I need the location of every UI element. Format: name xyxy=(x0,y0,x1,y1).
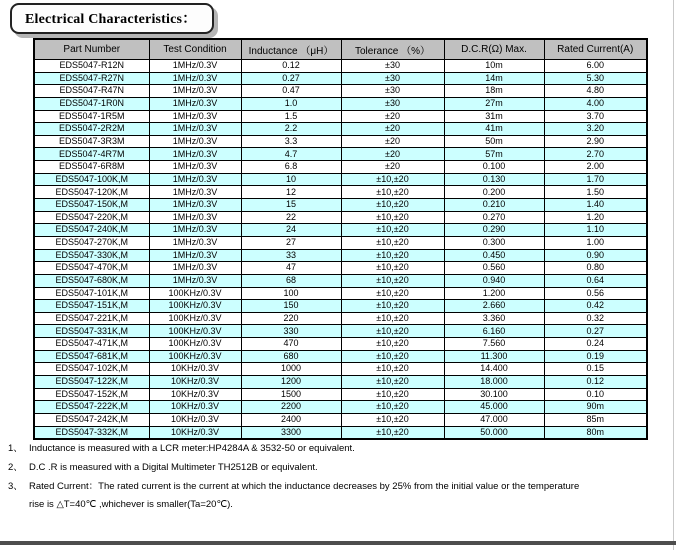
table-cell: 18.000 xyxy=(444,376,544,389)
table-cell: 41m xyxy=(444,123,544,136)
table-cell: 680 xyxy=(241,350,341,363)
table-cell: EDS5047-680K,M xyxy=(34,274,149,287)
table-cell: 100 xyxy=(241,287,341,300)
table-cell: 1MHz/0.3V xyxy=(149,262,241,275)
table-cell: 1.200 xyxy=(444,287,544,300)
table-cell: 3.70 xyxy=(544,110,647,123)
table-cell: 1MHz/0.3V xyxy=(149,249,241,262)
table-cell: 22 xyxy=(241,211,341,224)
table-cell: EDS5047-150K,M xyxy=(34,199,149,212)
footnote-3 xyxy=(8,481,668,511)
table-cell: ±10,±20 xyxy=(341,363,444,376)
table-cell: ±10,±20 xyxy=(341,300,444,313)
table-row xyxy=(34,350,647,363)
footnote-text: D.C .R is measured with a Digital Multimeter TH2512B or equivalent. xyxy=(29,461,318,473)
table-cell: 1MHz/0.3V xyxy=(149,60,241,73)
column-header: Part Number xyxy=(34,39,149,60)
table-cell: 18m xyxy=(444,85,544,98)
table-cell: EDS5047-270K,M xyxy=(34,236,149,249)
table-cell: 1MHz/0.3V xyxy=(149,173,241,186)
table-cell: 0.12 xyxy=(544,376,647,389)
footnote-marker: 2、 xyxy=(8,461,23,473)
table-cell: 50m xyxy=(444,135,544,148)
table-cell: 0.210 xyxy=(444,199,544,212)
table-cell: 2200 xyxy=(241,401,341,414)
table-cell: 1MHz/0.3V xyxy=(149,148,241,161)
table-cell: 2.70 xyxy=(544,148,647,161)
table-row xyxy=(34,426,647,439)
table-cell: EDS5047-152K,M xyxy=(34,388,149,401)
table-cell: 10KHz/0.3V xyxy=(149,363,241,376)
table-cell: 2.90 xyxy=(544,135,647,148)
table-cell: 33 xyxy=(241,249,341,262)
table-cell: 1.50 xyxy=(544,186,647,199)
table-row xyxy=(34,262,647,275)
table-cell: ±30 xyxy=(341,85,444,98)
table-row xyxy=(34,135,647,148)
table-cell: 10 xyxy=(241,173,341,186)
table-cell: 0.270 xyxy=(444,211,544,224)
table-cell: 1.5 xyxy=(241,110,341,123)
table-cell: 1MHz/0.3V xyxy=(149,123,241,136)
table-cell: ±20 xyxy=(341,135,444,148)
table-cell: EDS5047-222K,M xyxy=(34,401,149,414)
table-cell: EDS5047-242K,M xyxy=(34,413,149,426)
table-cell: 6.00 xyxy=(544,60,647,73)
table-cell: 68 xyxy=(241,274,341,287)
table-row xyxy=(34,274,647,287)
table-cell: ±10,±20 xyxy=(341,338,444,351)
table-cell: 1MHz/0.3V xyxy=(149,186,241,199)
table-cell: EDS5047-221K,M xyxy=(34,312,149,325)
table-cell: 30.100 xyxy=(444,388,544,401)
table-cell: 1200 xyxy=(241,376,341,389)
table-cell: 10KHz/0.3V xyxy=(149,401,241,414)
table-cell: 10KHz/0.3V xyxy=(149,413,241,426)
table-cell: 0.940 xyxy=(444,274,544,287)
table-cell: ±10,±20 xyxy=(341,224,444,237)
footnote-text xyxy=(29,481,668,511)
table-cell: 1MHz/0.3V xyxy=(149,85,241,98)
table-cell: 220 xyxy=(241,312,341,325)
table-cell: 0.130 xyxy=(444,173,544,186)
table-row xyxy=(34,211,647,224)
table-cell: 3300 xyxy=(241,426,341,439)
table-cell: EDS5047-100K,M xyxy=(34,173,149,186)
footnote-marker: 1、 xyxy=(8,443,23,454)
table-cell: 1MHz/0.3V xyxy=(149,224,241,237)
column-header: Tolerance （%） xyxy=(341,39,444,60)
table-cell: ±10,±20 xyxy=(341,262,444,275)
table-cell: 4.00 xyxy=(544,97,647,110)
table-cell: 1MHz/0.3V xyxy=(149,97,241,110)
table-cell: EDS5047-R12N xyxy=(34,60,149,73)
table-cell: 0.32 xyxy=(544,312,647,325)
table-row xyxy=(34,300,647,313)
table-cell: 6.8 xyxy=(241,161,341,174)
table-cell: 85m xyxy=(544,413,647,426)
column-header: D.C.R(Ω) Max. xyxy=(444,39,544,60)
table-cell: ±10,±20 xyxy=(341,186,444,199)
table-cell: 14m xyxy=(444,72,544,85)
table-row xyxy=(34,249,647,262)
table-cell: 470 xyxy=(241,338,341,351)
table-row xyxy=(34,123,647,136)
table-cell: EDS5047-471K,M xyxy=(34,338,149,351)
table-cell: 0.19 xyxy=(544,350,647,363)
table-row xyxy=(34,186,647,199)
table-cell: EDS5047-151K,M xyxy=(34,300,149,313)
table-cell: 0.12 xyxy=(241,60,341,73)
table-row xyxy=(34,363,647,376)
table-cell: ±10,±20 xyxy=(341,199,444,212)
footnote-2 xyxy=(8,462,668,473)
table-cell: 0.10 xyxy=(544,388,647,401)
table-cell: 1.40 xyxy=(544,199,647,212)
electrical-characteristics-table xyxy=(33,38,648,440)
table-cell: EDS5047-1R5M xyxy=(34,110,149,123)
table-cell: 1.00 xyxy=(544,236,647,249)
table-cell: 6.160 xyxy=(444,325,544,338)
table-row xyxy=(34,236,647,249)
table-row xyxy=(34,401,647,414)
table-cell: 100KHz/0.3V xyxy=(149,325,241,338)
table-row xyxy=(34,173,647,186)
table-cell: 10KHz/0.3V xyxy=(149,376,241,389)
table-cell: 100KHz/0.3V xyxy=(149,300,241,313)
table-row xyxy=(34,413,647,426)
table-cell: 2400 xyxy=(241,413,341,426)
page-right-edge-line xyxy=(673,0,674,550)
table-cell: 31m xyxy=(444,110,544,123)
table-cell: ±10,±20 xyxy=(341,401,444,414)
table-cell: 1500 xyxy=(241,388,341,401)
table-cell: ±10,±20 xyxy=(341,249,444,262)
table-cell: 11.300 xyxy=(444,350,544,363)
footnote-1 xyxy=(8,443,668,454)
table-cell: EDS5047-120K,M xyxy=(34,186,149,199)
table-cell: 0.56 xyxy=(544,287,647,300)
table-cell: 0.47 xyxy=(241,85,341,98)
table-row xyxy=(34,72,647,85)
table-cell: 14.400 xyxy=(444,363,544,376)
table-cell: ±10,±20 xyxy=(341,236,444,249)
table-cell: ±10,±20 xyxy=(341,274,444,287)
table-cell: ±20 xyxy=(341,161,444,174)
table-cell: ±10,±20 xyxy=(341,312,444,325)
table-cell: EDS5047-332K,M xyxy=(34,426,149,439)
table-cell: 10m xyxy=(444,60,544,73)
table-cell: EDS5047-6R8M xyxy=(34,161,149,174)
table-cell: 0.90 xyxy=(544,249,647,262)
footnote-text-line2: rise is △T=40℃ ,whichever is smaller(Ta=20℃). xyxy=(29,499,233,511)
table-cell: 1.10 xyxy=(544,224,647,237)
table-row xyxy=(34,376,647,389)
table-cell: 150 xyxy=(241,300,341,313)
table-row xyxy=(34,224,647,237)
table-cell: 4.80 xyxy=(544,85,647,98)
table-cell: 0.64 xyxy=(544,274,647,287)
table-row xyxy=(34,199,647,212)
table-cell: 1MHz/0.3V xyxy=(149,274,241,287)
table-row xyxy=(34,338,647,351)
table-cell: 0.24 xyxy=(544,338,647,351)
table-cell: 1000 xyxy=(241,363,341,376)
footnote-text-line1: Rated Current：The rated current is the current at which the inductance decreases by 25% from the initial value or the temperature xyxy=(29,480,580,492)
table-cell: 12 xyxy=(241,186,341,199)
table-cell: EDS5047-122K,M xyxy=(34,376,149,389)
table-cell: 80m xyxy=(544,426,647,439)
table-cell: 2.00 xyxy=(544,161,647,174)
table-cell: ±20 xyxy=(341,123,444,136)
table-cell: 100KHz/0.3V xyxy=(149,312,241,325)
table-cell: EDS5047-240K,M xyxy=(34,224,149,237)
table-cell: 1MHz/0.3V xyxy=(149,161,241,174)
table-cell: EDS5047-102K,M xyxy=(34,363,149,376)
table-cell: 0.450 xyxy=(444,249,544,262)
table-cell: 24 xyxy=(241,224,341,237)
column-header: Inductance （μH） xyxy=(241,39,341,60)
table-row xyxy=(34,85,647,98)
footnote-marker: 3、 xyxy=(8,480,23,492)
table-row xyxy=(34,60,647,73)
table-cell: 100KHz/0.3V xyxy=(149,338,241,351)
footnote-text: Inductance is measured with a LCR meter:HP4284A & 3532-50 or equivalent. xyxy=(29,443,355,454)
table-cell: 3.20 xyxy=(544,123,647,136)
table-cell: 1MHz/0.3V xyxy=(149,135,241,148)
table-cell: 47.000 xyxy=(444,413,544,426)
table-cell: ±30 xyxy=(341,72,444,85)
table-cell: ±10,±20 xyxy=(341,211,444,224)
table-cell: ±10,±20 xyxy=(341,287,444,300)
table-cell: EDS5047-R47N xyxy=(34,85,149,98)
table-cell: 0.15 xyxy=(544,363,647,376)
table-cell: 2.660 xyxy=(444,300,544,313)
table-cell: 50.000 xyxy=(444,426,544,439)
table-cell: EDS5047-331K,M xyxy=(34,325,149,338)
table-cell: EDS5047-101K,M xyxy=(34,287,149,300)
table-row xyxy=(34,110,647,123)
table-row xyxy=(34,312,647,325)
table-row xyxy=(34,148,647,161)
table-cell: ±10,±20 xyxy=(341,376,444,389)
column-header: Test Condition xyxy=(149,39,241,60)
table-cell: 0.560 xyxy=(444,262,544,275)
table-row xyxy=(34,325,647,338)
table-cell: EDS5047-4R7M xyxy=(34,148,149,161)
table-cell: 3.3 xyxy=(241,135,341,148)
table-cell: 90m xyxy=(544,401,647,414)
table-cell: ±20 xyxy=(341,148,444,161)
table-cell: ±10,±20 xyxy=(341,388,444,401)
header-row xyxy=(34,39,647,60)
table-cell: 100KHz/0.3V xyxy=(149,350,241,363)
table-cell: ±10,±20 xyxy=(341,173,444,186)
table-cell: 1MHz/0.3V xyxy=(149,211,241,224)
table-cell: ±30 xyxy=(341,60,444,73)
table-cell: ±10,±20 xyxy=(341,426,444,439)
table-cell: 45.000 xyxy=(444,401,544,414)
table-cell: 4.7 xyxy=(241,148,341,161)
table-cell: ±10,±20 xyxy=(341,413,444,426)
table-cell: 0.42 xyxy=(544,300,647,313)
table-cell: 27m xyxy=(444,97,544,110)
table-body xyxy=(34,60,647,440)
table-cell: ±20 xyxy=(341,110,444,123)
table-cell: 0.300 xyxy=(444,236,544,249)
table-cell: 0.100 xyxy=(444,161,544,174)
table-cell: 10KHz/0.3V xyxy=(149,388,241,401)
table-row xyxy=(34,388,647,401)
table-cell: 7.560 xyxy=(444,338,544,351)
table-cell: 0.27 xyxy=(241,72,341,85)
table-row xyxy=(34,287,647,300)
table-cell: 1MHz/0.3V xyxy=(149,199,241,212)
table-cell: 10KHz/0.3V xyxy=(149,426,241,439)
table-row xyxy=(34,97,647,110)
table-cell: 15 xyxy=(241,199,341,212)
table-cell: 57m xyxy=(444,148,544,161)
page-bottom-bar xyxy=(0,541,676,545)
table-cell: 0.290 xyxy=(444,224,544,237)
footnotes xyxy=(8,443,668,518)
table-cell: 47 xyxy=(241,262,341,275)
table-cell: ±10,±20 xyxy=(341,350,444,363)
table-cell: EDS5047-330K,M xyxy=(34,249,149,262)
table-cell: EDS5047-220K,M xyxy=(34,211,149,224)
table-cell: 1.20 xyxy=(544,211,647,224)
table-cell: 0.27 xyxy=(544,325,647,338)
table-cell: 330 xyxy=(241,325,341,338)
page-title xyxy=(10,3,214,34)
table-cell: 1MHz/0.3V xyxy=(149,236,241,249)
table-cell: EDS5047-3R3M xyxy=(34,135,149,148)
table-cell: ±30 xyxy=(341,97,444,110)
table-cell: 100KHz/0.3V xyxy=(149,287,241,300)
table-row xyxy=(34,161,647,174)
table-cell: 1MHz/0.3V xyxy=(149,110,241,123)
table-cell: EDS5047-681K,M xyxy=(34,350,149,363)
table-cell: 5.30 xyxy=(544,72,647,85)
table-cell: 3.360 xyxy=(444,312,544,325)
table-cell: 27 xyxy=(241,236,341,249)
table-cell: 2.2 xyxy=(241,123,341,136)
table-cell: 0.80 xyxy=(544,262,647,275)
table-cell: ±10,±20 xyxy=(341,325,444,338)
table-cell: 1MHz/0.3V xyxy=(149,72,241,85)
page-title-text: Electrical Characteristics： xyxy=(25,12,197,27)
table-cell: 0.200 xyxy=(444,186,544,199)
table-cell: EDS5047-2R2M xyxy=(34,123,149,136)
table-cell: EDS5047-R27N xyxy=(34,72,149,85)
table-cell: 1.70 xyxy=(544,173,647,186)
column-header: Rated Current(A) xyxy=(544,39,647,60)
table-cell: 1.0 xyxy=(241,97,341,110)
table-cell: EDS5047-470K,M xyxy=(34,262,149,275)
table-cell: EDS5047-1R0N xyxy=(34,97,149,110)
